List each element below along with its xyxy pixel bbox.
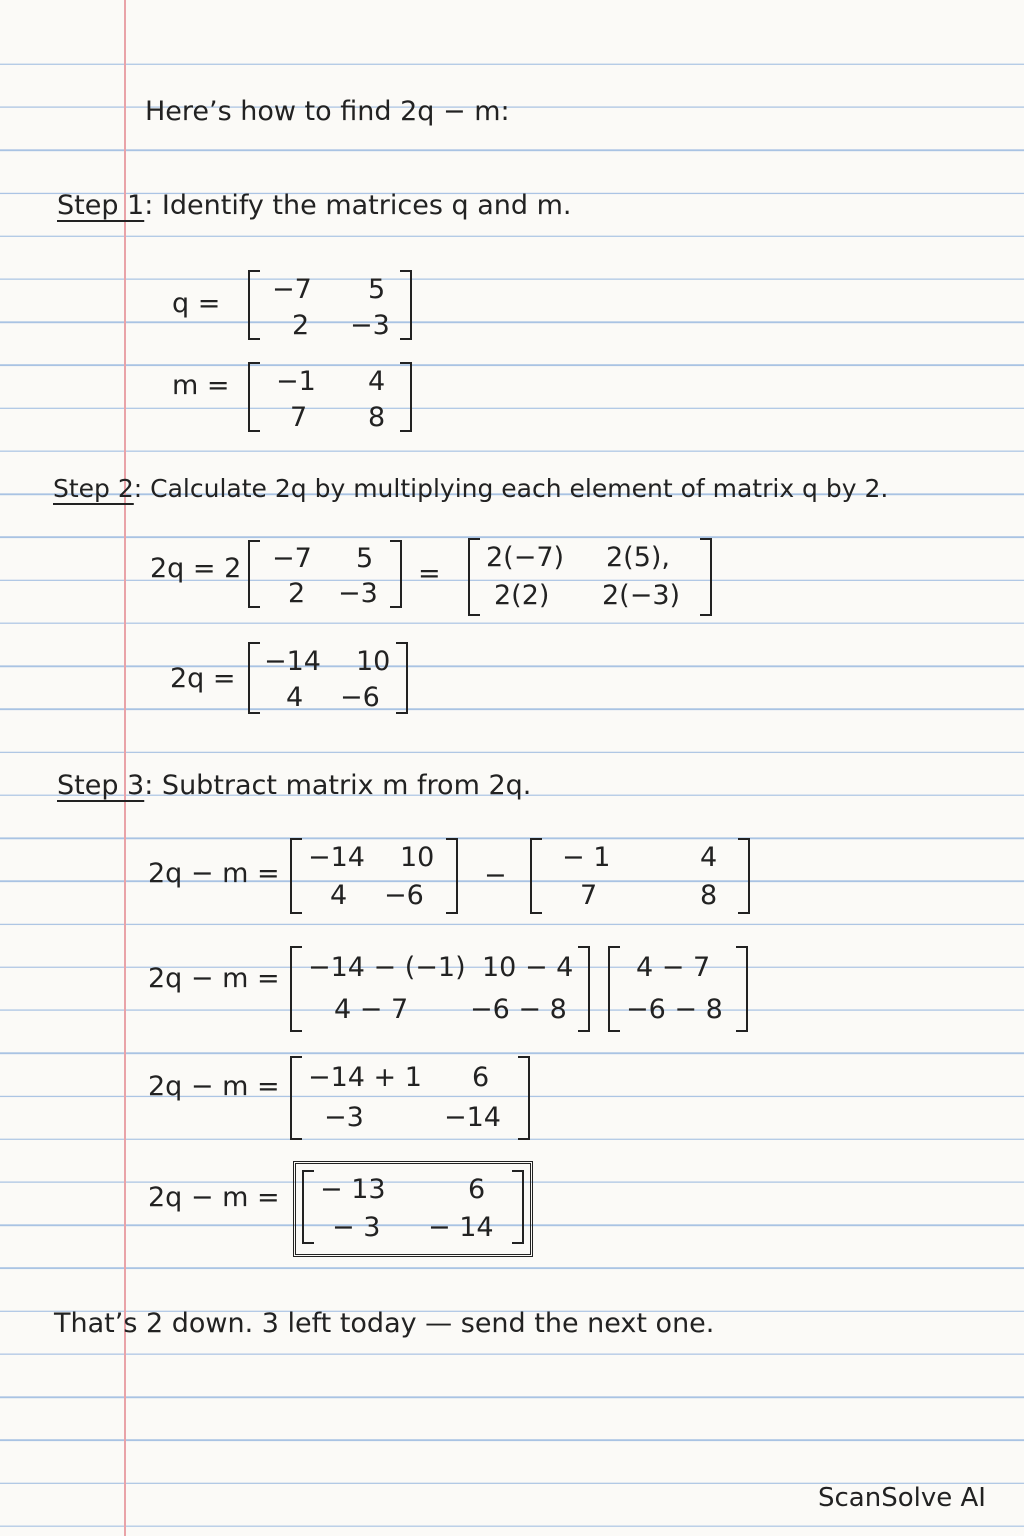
- exp-r1c1: 2(−7): [486, 542, 565, 573]
- matrix-q-step2: [248, 540, 402, 608]
- step1-heading: [57, 192, 571, 219]
- step2-heading: [53, 476, 888, 501]
- step3-lhs-final: 2q − m =: [148, 1182, 280, 1213]
- matrix-m: [248, 362, 412, 432]
- r2q-r2c2: −6: [340, 682, 380, 713]
- q-r1c2: 5: [368, 274, 386, 305]
- r2q-r1c1: −14: [264, 646, 321, 677]
- matrix-diff-line2: [290, 946, 590, 1032]
- step3-lhs-2: 2q − m =: [148, 963, 280, 994]
- matrix-m-line1: [530, 838, 750, 914]
- brand-watermark: ScanSolve AI: [818, 1483, 986, 1513]
- l2a-r1c1: −14 − (−1): [308, 952, 466, 983]
- exp-r2c2: 2(−3): [602, 580, 681, 611]
- l1a-r2c1: 4: [330, 880, 348, 911]
- l1b-r2c1: 7: [580, 880, 598, 911]
- step1-label: Step 1: [57, 190, 145, 221]
- m-r1c1: −1: [276, 366, 316, 397]
- final-r1c2: 6: [468, 1174, 486, 1205]
- r2q-r2c1: 4: [286, 682, 304, 713]
- exp-r1c2: 2(5),: [606, 542, 671, 573]
- l1a-r1c2: 10: [400, 842, 435, 873]
- step2-label: Step 2: [53, 474, 134, 503]
- matrix-2q: [248, 642, 408, 714]
- step2-text: : Calculate 2q by multiplying each element of matrix q by 2.: [133, 474, 889, 503]
- l3-r1c2: 6: [472, 1062, 490, 1093]
- l3-r1c1: −14 + 1: [308, 1062, 422, 1093]
- final-r2c1: − 3: [332, 1212, 381, 1243]
- line1-minus: −: [484, 860, 507, 891]
- l3-r2c1: −3: [324, 1102, 364, 1133]
- m-r2c2: 8: [368, 402, 386, 433]
- l1a-r1c1: −14: [308, 842, 365, 873]
- l2a-r2c2: −6 − 8: [470, 994, 567, 1025]
- final-r1c1: − 13: [320, 1174, 386, 1205]
- step3-label: Step 3: [57, 770, 145, 801]
- r2q-r1c2: 10: [356, 646, 391, 677]
- l2a-r2c1: 4 − 7: [334, 994, 409, 1025]
- step3-lhs-3: 2q − m =: [148, 1071, 280, 1102]
- step2-lhs2: 2q =: [170, 663, 236, 694]
- l3-r2c2: −14: [444, 1102, 501, 1133]
- intro-text: Here’s how to find 2q − m:: [145, 96, 510, 127]
- step2-lhs1: 2q = 2: [150, 553, 242, 584]
- l1b-r1c2: 4: [700, 842, 718, 873]
- matrix-side-line2: [608, 946, 748, 1032]
- q-r1c1: −7: [272, 274, 312, 305]
- final-r2c2: − 14: [428, 1212, 494, 1243]
- l2a-r1c2: 10 − 4: [482, 952, 574, 983]
- q2-r2c2: −3: [338, 578, 378, 609]
- step3-text: : Subtract matrix m from 2q.: [144, 770, 532, 801]
- m-lhs: m =: [172, 370, 230, 401]
- matrix-q: [248, 270, 412, 340]
- m-r1c2: 4: [368, 366, 386, 397]
- q-lhs: q =: [172, 288, 221, 319]
- q-r2c2: −3: [350, 310, 390, 341]
- final-answer-box: [293, 1161, 533, 1257]
- margin-line: [124, 0, 126, 1536]
- step3-heading: [57, 772, 531, 799]
- l1b-r2c2: 8: [700, 880, 718, 911]
- l2b-r1c1: 4 − 7: [636, 952, 711, 983]
- m-r2c1: 7: [290, 402, 308, 433]
- step2-eq-sign: =: [418, 558, 441, 589]
- step1-text: : Identify the matrices q and m.: [144, 190, 572, 221]
- l2b-r2c1: −6 − 8: [626, 994, 723, 1025]
- matrix-expanded: [468, 538, 712, 616]
- exp-r2c1: 2(2): [494, 580, 550, 611]
- step3-lhs-1: 2q − m =: [148, 858, 280, 889]
- l1a-r2c2: −6: [384, 880, 424, 911]
- matrix-line3: [290, 1056, 530, 1140]
- q2-r1c2: 5: [356, 543, 374, 574]
- q-r2c1: 2: [292, 310, 310, 341]
- l1b-r1c1: − 1: [562, 842, 611, 873]
- closing-text: That’s 2 down. 3 left today — send the next one.: [54, 1308, 715, 1339]
- matrix-2q-line1: [290, 838, 458, 914]
- q2-r2c1: 2: [288, 578, 306, 609]
- matrix-final: [302, 1170, 524, 1244]
- q2-r1c1: −7: [272, 543, 312, 574]
